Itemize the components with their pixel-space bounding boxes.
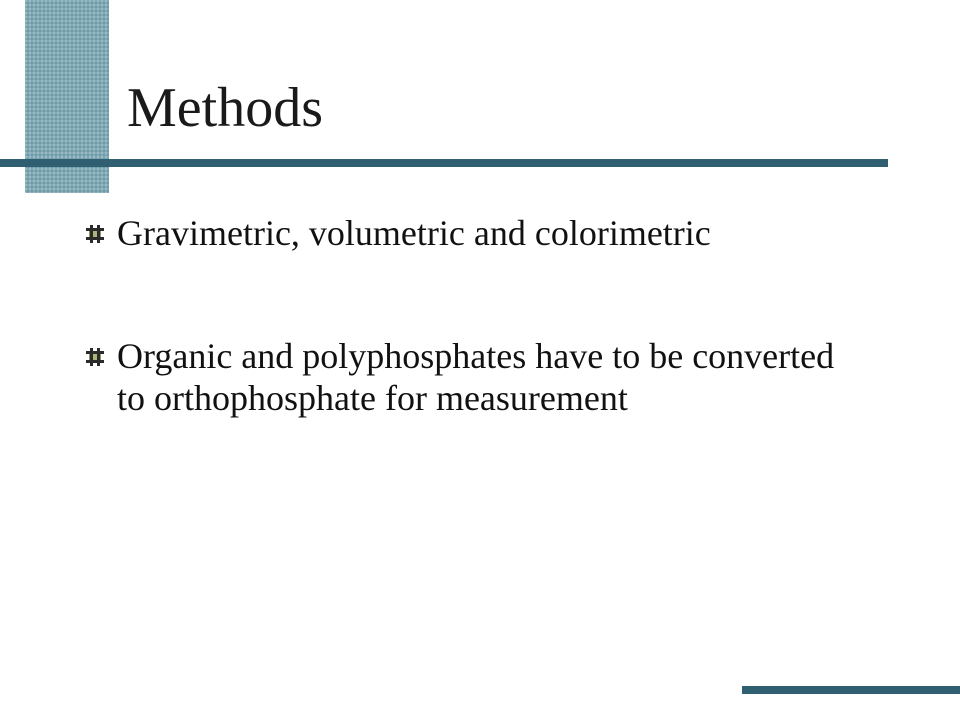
bullet-text: Organic and polyphosphates have to be converted to orthophosphate for measurement bbox=[117, 336, 835, 418]
square-hash-bullet-icon bbox=[86, 348, 104, 366]
footer-rule bbox=[742, 686, 960, 694]
slide-title: Methods bbox=[127, 77, 323, 139]
bullet-text: Gravimetric, volumetric and colorimetric bbox=[117, 213, 711, 253]
title-rule bbox=[0, 159, 888, 167]
square-hash-bullet-icon bbox=[86, 225, 104, 243]
